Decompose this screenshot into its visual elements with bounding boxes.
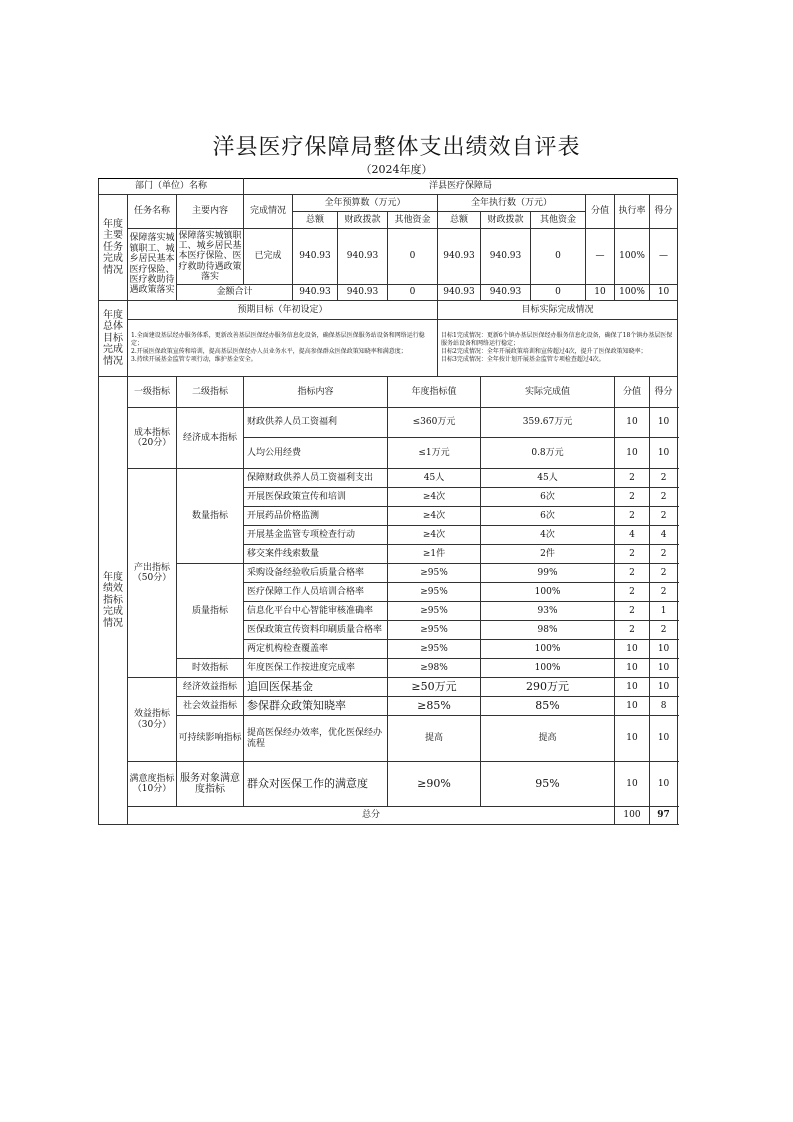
header-score: 得分 <box>650 195 678 229</box>
indicator-score: 2 <box>650 488 678 507</box>
indicator-content: 医保政策宣传资料印刷质量合格率 <box>244 621 388 640</box>
sum-exec-fiscal: 940.93 <box>481 285 531 301</box>
indicator-target: ≥4次 <box>388 488 481 507</box>
goal-section-label: 年度总体目标完成情况 <box>99 301 128 377</box>
sum-budget-fiscal: 940.93 <box>338 285 388 301</box>
indicator-target: ≥95% <box>388 602 481 621</box>
indicator-content: 采购设备经验收后质量合格率 <box>244 564 388 583</box>
task-content: 保障落实城镇职工、城乡居民基本医疗保险、医疗救助待遇政策落实 <box>177 229 244 285</box>
actual-goal-header: 目标实际完成情况 <box>438 301 678 320</box>
indicator-target: ≥95% <box>388 621 481 640</box>
subgroup-timeliness: 时效指标 <box>177 659 244 678</box>
indicator-score: 10 <box>650 678 678 697</box>
indicator-target: 45人 <box>388 469 481 488</box>
sum-exec-rate: 100% <box>615 285 650 301</box>
indicator-content: 医疗保障工作人员培训合格率 <box>244 583 388 602</box>
total-score-value: 100 <box>615 807 650 825</box>
task-score: — <box>650 229 678 285</box>
header-budget-total: 总额 <box>293 212 338 229</box>
header-actual: 实际完成值 <box>481 377 615 408</box>
indicator-score-value: 2 <box>615 602 650 621</box>
header-level1: 一级指标 <box>128 377 177 408</box>
header-task-name: 任务名称 <box>128 195 177 229</box>
indicator-target: ≥1件 <box>388 545 481 564</box>
indicator-content: 追回医保基金 <box>244 678 388 697</box>
header-exec-fiscal: 财政拨款 <box>481 212 531 229</box>
task-score-value: — <box>586 229 615 285</box>
indicator-content: 开展药品价格监测 <box>244 507 388 526</box>
task-status: 已完成 <box>244 229 293 285</box>
indicator-score: 10 <box>650 762 678 807</box>
indicator-actual: 98% <box>481 621 615 640</box>
perf-section-label: 年度绩效指标完成情况 <box>99 377 128 825</box>
header-exec-total: 总额 <box>438 212 481 229</box>
indicator-target: ≥95% <box>388 640 481 659</box>
header-exec: 全年执行数（万元） <box>438 195 586 212</box>
group-output: 产出指标（50分） <box>128 469 177 678</box>
indicator-target: ≥98% <box>388 659 481 678</box>
indicator-score: 1 <box>650 602 678 621</box>
indicator-actual: 6次 <box>481 507 615 526</box>
indicator-score-value: 10 <box>615 762 650 807</box>
actual-goal-text: 目标1完成情况：更新6个镇办基层医保经办服务信息化设备，确保了18个镇办基层医保服务站设备和网络运行稳定； 目标2完成情况：全年开展政策培训和宣传超过4次，提升了医保政策知晓率； 目标3完成情况：全年按计划开展基金监管专项检查超过4次。 <box>438 320 678 377</box>
task-exec-other: 0 <box>531 229 586 285</box>
indicator-actual: 93% <box>481 602 615 621</box>
header-budget-other: 其他资金 <box>388 212 438 229</box>
indicator-content: 群众对医保工作的满意度 <box>244 762 388 807</box>
indicator-actual: 359.67万元 <box>481 408 615 438</box>
indicator-target: ≥85% <box>388 697 481 716</box>
indicator-content: 人均公用经费 <box>244 438 388 469</box>
indicator-actual: 45人 <box>481 469 615 488</box>
indicator-score-value: 10 <box>615 697 650 716</box>
sum-label: 金额合计 <box>177 285 293 301</box>
indicator-target: ≥4次 <box>388 507 481 526</box>
task-name: 保障落实城镇职工、城乡居民基本医疗保险、医疗救助待遇政策落实 <box>128 229 177 301</box>
group-benefit: 效益指标（30分） <box>128 678 177 762</box>
header-budget-fiscal: 财政拨款 <box>338 212 388 229</box>
indicator-score: 2 <box>650 469 678 488</box>
indicator-actual: 95% <box>481 762 615 807</box>
indicator-score: 10 <box>650 659 678 678</box>
indicator-content: 提高医保经办效率，优化医保经办流程 <box>244 716 388 762</box>
sum-budget-other: 0 <box>388 285 438 301</box>
indicator-score-value: 2 <box>615 507 650 526</box>
header-perf-score: 得分 <box>650 377 678 408</box>
subgroup-quality: 质量指标 <box>177 564 244 659</box>
sum-score: 10 <box>650 285 678 301</box>
indicator-target: ≥90% <box>388 762 481 807</box>
indicator-content: 两定机构检查覆盖率 <box>244 640 388 659</box>
dept-value: 洋县医疗保障局 <box>244 179 678 195</box>
task-exec-rate: 100% <box>615 229 650 285</box>
task-budget-total: 940.93 <box>293 229 338 285</box>
header-perf-score-value: 分值 <box>615 377 650 408</box>
header-level2: 二级指标 <box>177 377 244 408</box>
indicator-score-value: 2 <box>615 469 650 488</box>
indicator-actual: 提高 <box>481 716 615 762</box>
indicator-actual: 2件 <box>481 545 615 564</box>
indicator-actual: 0.8万元 <box>481 438 615 469</box>
task-exec-fiscal: 940.93 <box>481 229 531 285</box>
expected-goal-header: 预期目标（年初设定） <box>128 301 438 320</box>
indicator-content: 信息化平台中心智能审核准确率 <box>244 602 388 621</box>
indicator-actual: 4次 <box>481 526 615 545</box>
indicator-score: 2 <box>650 583 678 602</box>
subgroup-econ-benefit: 经济效益指标 <box>177 678 244 697</box>
indicator-content: 年度医保工作按进度完成率 <box>244 659 388 678</box>
indicator-target: ≥4次 <box>388 526 481 545</box>
indicator-actual: 85% <box>481 697 615 716</box>
indicator-score-value: 2 <box>615 564 650 583</box>
indicator-content: 参保群众政策知晓率 <box>244 697 388 716</box>
indicator-score: 10 <box>650 438 678 469</box>
indicator-score-value: 10 <box>615 659 650 678</box>
indicator-content: 移交案件线索数量 <box>244 545 388 564</box>
task-section-label: 年度主要任务完成情况 <box>99 195 128 301</box>
indicator-score: 2 <box>650 621 678 640</box>
header-exec-other: 其他资金 <box>531 212 586 229</box>
indicator-score-value: 2 <box>615 583 650 602</box>
indicator-score-value: 10 <box>615 716 650 762</box>
indicator-target: ≥95% <box>388 564 481 583</box>
indicator-target: ≥50万元 <box>388 678 481 697</box>
group-cost: 成本指标（20分） <box>128 408 177 469</box>
page-title: 洋县医疗保障局整体支出绩效自评表 <box>212 135 581 160</box>
header-status: 完成情况 <box>244 195 293 229</box>
indicator-score: 2 <box>650 564 678 583</box>
sum-score-value: 10 <box>586 285 615 301</box>
sum-exec-other: 0 <box>531 285 586 301</box>
header-budget: 全年预算数（万元） <box>293 195 438 212</box>
indicator-target: ≥95% <box>388 583 481 602</box>
header-score-value: 分值 <box>586 195 615 229</box>
indicator-content: 开展医保政策宣传和培训 <box>244 488 388 507</box>
indicator-target: 提高 <box>388 716 481 762</box>
subgroup-econ-cost: 经济成本指标 <box>177 408 244 469</box>
indicator-score-value: 10 <box>615 438 650 469</box>
indicator-score: 10 <box>650 408 678 438</box>
report-year: （2024年度） <box>360 163 433 176</box>
indicator-score-value: 2 <box>615 488 650 507</box>
task-budget-fiscal: 940.93 <box>338 229 388 285</box>
sum-exec-total: 940.93 <box>438 285 481 301</box>
total-score: 97 <box>650 807 678 825</box>
subgroup-sustain-benefit: 可持续影响指标 <box>177 716 244 762</box>
indicator-actual: 100% <box>481 659 615 678</box>
dept-label: 部门（单位）名称 <box>99 179 244 195</box>
header-exec-rate: 执行率 <box>615 195 650 229</box>
performance-table <box>98 178 678 825</box>
header-target: 年度指标值 <box>388 377 481 408</box>
indicator-score-value: 4 <box>615 526 650 545</box>
indicator-score-value: 10 <box>615 408 650 438</box>
subgroup-quantity: 数量指标 <box>177 469 244 564</box>
indicator-actual: 99% <box>481 564 615 583</box>
indicator-actual: 6次 <box>481 488 615 507</box>
indicator-actual: 290万元 <box>481 678 615 697</box>
header-content: 主要内容 <box>177 195 244 229</box>
indicator-score: 8 <box>650 697 678 716</box>
group-satisfaction: 满意度指标（10分） <box>128 762 177 807</box>
expected-goal-text: 1.全面建设基层经办服务体系，更新改善基层医保经办服务信息化设备，确保基层医保服务站设备和网络运行稳定； 2.开展医保政策宣传和培训，提高基层医保经办人员业务水平，提高参保群众医保政策知晓率和满意度； 3.持续开展基金监管专项行动，维护基金安全。 <box>128 320 438 377</box>
indicator-actual: 100% <box>481 583 615 602</box>
indicator-content: 开展基金监管专项检查行动 <box>244 526 388 545</box>
subgroup-service-satisfaction: 服务对象满意度指标 <box>177 762 244 807</box>
indicator-target: ≤1万元 <box>388 438 481 469</box>
indicator-target: ≤360万元 <box>388 408 481 438</box>
indicator-score-value: 10 <box>615 678 650 697</box>
sum-budget-total: 940.93 <box>293 285 338 301</box>
indicator-score-value: 2 <box>615 545 650 564</box>
indicator-content: 财政供养人员工资福利 <box>244 408 388 438</box>
task-budget-other: 0 <box>388 229 438 285</box>
total-label: 总分 <box>128 807 615 825</box>
indicator-content: 保障财政供养人员工资福利支出 <box>244 469 388 488</box>
header-indicator-content: 指标内容 <box>244 377 388 408</box>
indicator-score: 2 <box>650 507 678 526</box>
subgroup-social-benefit: 社会效益指标 <box>177 697 244 716</box>
indicator-score: 10 <box>650 640 678 659</box>
indicator-actual: 100% <box>481 640 615 659</box>
indicator-score-value: 2 <box>615 621 650 640</box>
task-exec-total: 940.93 <box>438 229 481 285</box>
indicator-score: 10 <box>650 716 678 762</box>
indicator-score: 2 <box>650 545 678 564</box>
indicator-score: 4 <box>650 526 678 545</box>
indicator-score-value: 10 <box>615 640 650 659</box>
